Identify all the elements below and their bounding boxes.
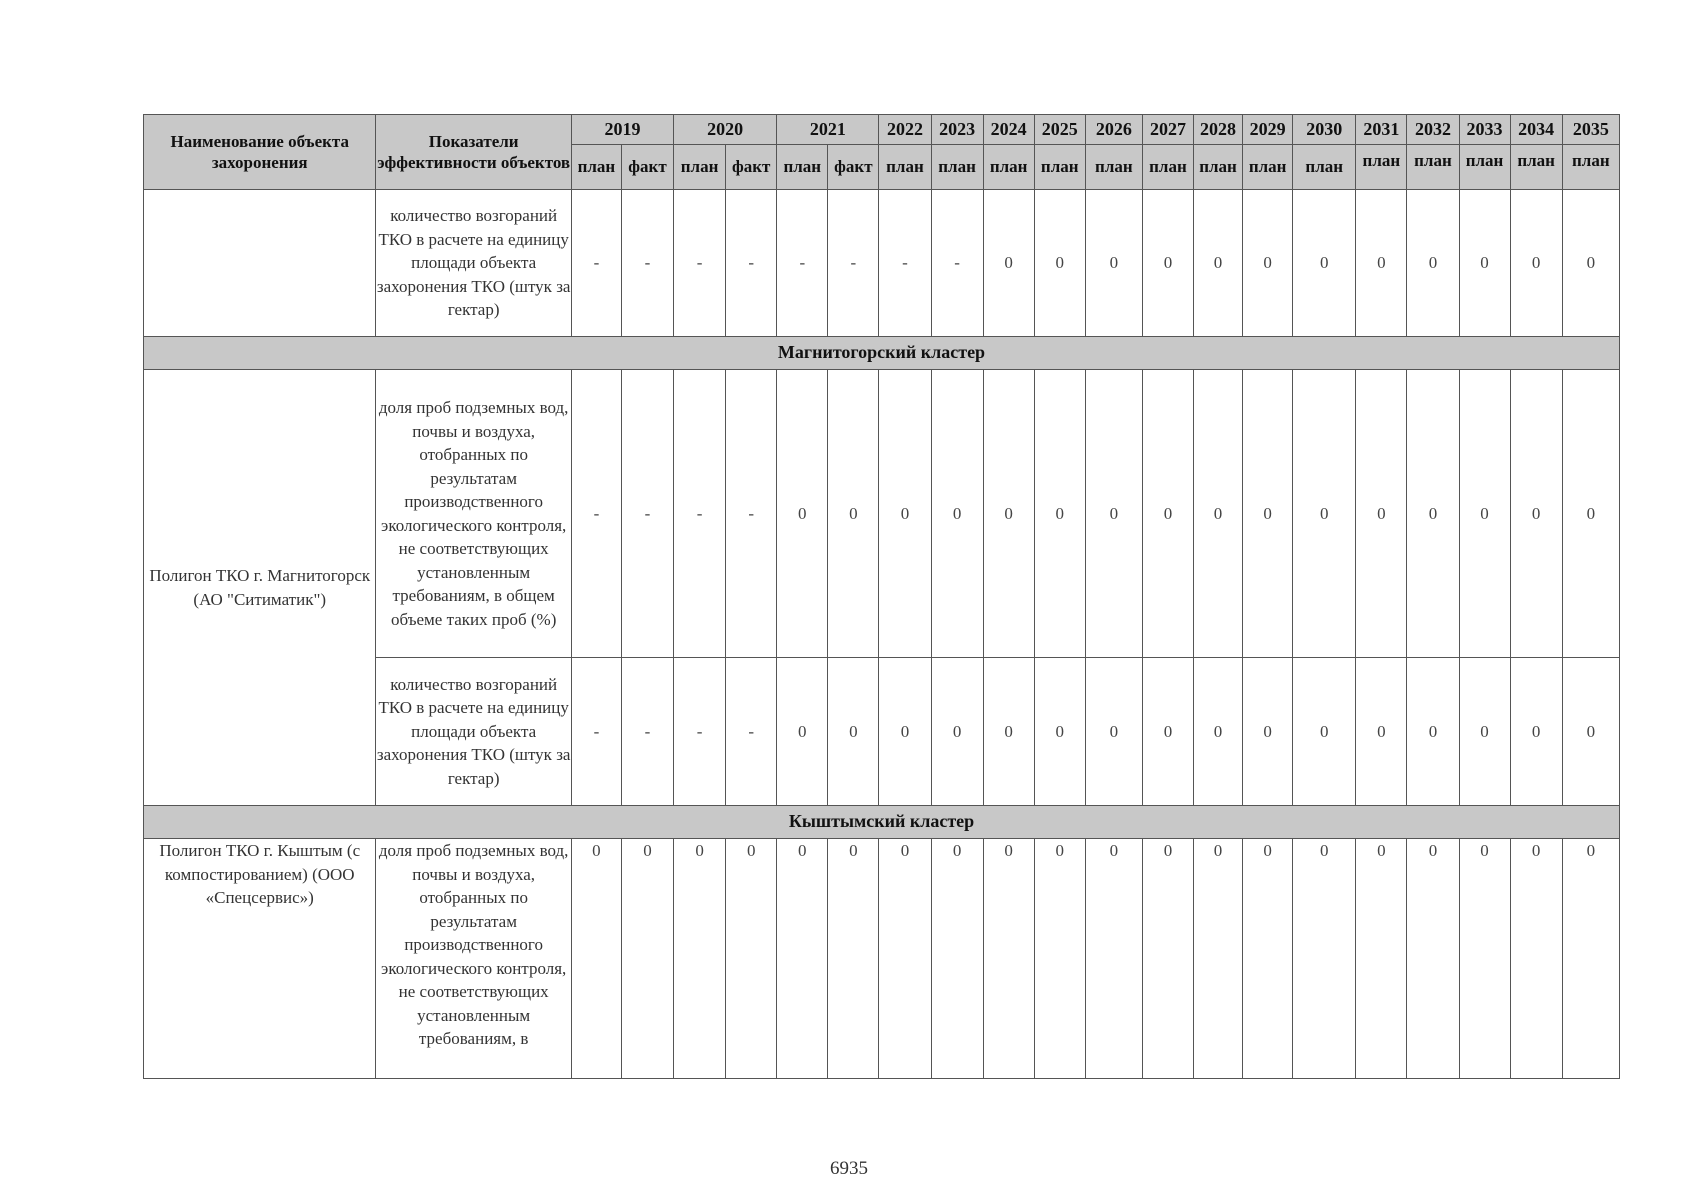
header-year: 2034 (1510, 115, 1562, 145)
value-cell: - (726, 190, 777, 337)
header-plan: план (931, 145, 983, 190)
value-cell: 0 (1407, 839, 1459, 1079)
indicators-table (143, 114, 1620, 1079)
value-cell: - (674, 658, 726, 806)
section-row (144, 806, 1620, 839)
header-plan: план (1243, 145, 1293, 190)
value-cell: 0 (1142, 370, 1193, 658)
header-fact: факт (828, 145, 879, 190)
value-cell: 0 (674, 839, 726, 1079)
value-cell: 0 (1356, 839, 1407, 1079)
value-cell: 0 (1407, 658, 1459, 806)
value-cell: - (621, 658, 673, 806)
header-plan: план (1510, 145, 1562, 190)
value-cell: 0 (1142, 839, 1193, 1079)
value-cell: - (726, 370, 777, 658)
header-indicators: Показатели эффективности объектов (376, 115, 571, 190)
header-year: 2019 (571, 115, 673, 145)
value-cell: 0 (1562, 658, 1619, 806)
header-plan: план (777, 145, 828, 190)
value-cell: 0 (1243, 658, 1293, 806)
header-year: 2026 (1085, 115, 1142, 145)
table-row (144, 839, 1620, 1079)
value-cell: 0 (1356, 658, 1407, 806)
header-year: 2024 (983, 115, 1034, 145)
header-plan: план (1142, 145, 1193, 190)
value-cell: - (621, 370, 673, 658)
value-cell: 0 (1243, 839, 1293, 1079)
header-year: 2028 (1194, 115, 1243, 145)
value-cell: 0 (777, 658, 828, 806)
value-cell: 0 (1034, 658, 1085, 806)
section-title-magnitogorsk: Магнитогорский кластер (144, 337, 1620, 370)
value-cell: 0 (1243, 370, 1293, 658)
header-plan: план (1034, 145, 1085, 190)
value-cell: 0 (1142, 658, 1193, 806)
value-cell: 0 (1293, 658, 1356, 806)
value-cell: 0 (879, 370, 931, 658)
value-cell: 0 (1562, 839, 1619, 1079)
value-cell: 0 (621, 839, 673, 1079)
header-year: 2030 (1293, 115, 1356, 145)
indicator-cell: доля проб подземных вод, почвы и воздуха, отобранных по результатам производственного экологического контроля, не соответствующих установленным требованиям, в (376, 839, 571, 1079)
value-cell: 0 (983, 370, 1034, 658)
value-cell: 0 (726, 839, 777, 1079)
value-cell: - (571, 658, 621, 806)
header-plan: план (1459, 145, 1510, 190)
value-cell: 0 (1459, 658, 1510, 806)
value-cell: 0 (1407, 190, 1459, 337)
table-row (144, 370, 1620, 658)
header-year: 2022 (879, 115, 931, 145)
value-cell: 0 (1034, 190, 1085, 337)
header-year: 2033 (1459, 115, 1510, 145)
indicator-cell: доля проб подземных вод, почвы и воздуха, отобранных по результатам производственного экологического контроля, не соответствующих установленным требованиям, в общем объеме таких проб (%) (376, 370, 571, 658)
value-cell: - (674, 370, 726, 658)
header-year: 2025 (1034, 115, 1085, 145)
value-cell: 0 (1142, 190, 1193, 337)
value-cell: 0 (931, 839, 983, 1079)
value-cell: 0 (1293, 839, 1356, 1079)
header-plan: план (1194, 145, 1243, 190)
object-name-cell: Полигон ТКО г. Кыштым (с компостированием) (ООО «Спецсервис») (144, 839, 376, 1079)
header-year: 2031 (1356, 115, 1407, 145)
value-cell: 0 (1459, 839, 1510, 1079)
header-fact: факт (726, 145, 777, 190)
value-cell: 0 (1034, 370, 1085, 658)
value-cell: 0 (571, 839, 621, 1079)
value-cell: 0 (983, 190, 1034, 337)
indicator-cell: количество возгораний ТКО в расчете на единицу площади объекта захоронения ТКО (штук за гектар) (376, 658, 571, 806)
page-number: 6935 (830, 1158, 868, 1179)
value-cell: 0 (828, 370, 879, 658)
value-cell: 0 (1034, 839, 1085, 1079)
value-cell: 0 (777, 370, 828, 658)
value-cell: 0 (1085, 190, 1142, 337)
value-cell: - (571, 190, 621, 337)
indicator-cell: количество возгораний ТКО в расчете на единицу площади объекта захоронения ТКО (штук за гектар) (376, 190, 571, 337)
value-cell: 0 (777, 839, 828, 1079)
value-cell: 0 (1194, 370, 1243, 658)
value-cell: 0 (1085, 658, 1142, 806)
value-cell: - (571, 370, 621, 658)
value-cell: 0 (1085, 370, 1142, 658)
value-cell: 0 (1194, 839, 1243, 1079)
value-cell: - (828, 190, 879, 337)
header-object-name: Наименование объекта захоронения (144, 115, 376, 190)
value-cell: 0 (1356, 370, 1407, 658)
header-plan: план (571, 145, 621, 190)
header-years-row (144, 115, 1620, 145)
header-plan: план (983, 145, 1034, 190)
value-cell: - (777, 190, 828, 337)
value-cell: 0 (931, 658, 983, 806)
table-row (144, 190, 1620, 337)
value-cell: 0 (1459, 190, 1510, 337)
value-cell: 0 (1293, 370, 1356, 658)
value-cell: - (931, 190, 983, 337)
value-cell: 0 (879, 658, 931, 806)
header-plan: план (1562, 145, 1619, 190)
value-cell: 0 (1510, 839, 1562, 1079)
value-cell: - (674, 190, 726, 337)
value-cell: 0 (1407, 370, 1459, 658)
value-cell: 0 (1356, 190, 1407, 337)
header-year: 2021 (777, 115, 879, 145)
header-plan: план (879, 145, 931, 190)
header-fact: факт (621, 145, 673, 190)
value-cell: 0 (1293, 190, 1356, 337)
value-cell: - (621, 190, 673, 337)
value-cell: 0 (983, 658, 1034, 806)
header-plan: план (1407, 145, 1459, 190)
object-name-cell: Полигон ТКО г. Магнитогорск (АО "Ситиматик") (144, 370, 376, 806)
section-title-kyshtym: Кыштымский кластер (144, 806, 1620, 839)
value-cell: 0 (879, 839, 931, 1079)
value-cell: 0 (1562, 370, 1619, 658)
header-plan: план (1293, 145, 1356, 190)
header-year: 2027 (1142, 115, 1193, 145)
value-cell: 0 (1085, 839, 1142, 1079)
header-year: 2023 (931, 115, 983, 145)
header-year: 2020 (674, 115, 777, 145)
value-cell: 0 (1510, 658, 1562, 806)
value-cell: - (879, 190, 931, 337)
header-plan: план (1356, 145, 1407, 190)
object-name-cell (144, 190, 376, 337)
value-cell: 0 (1194, 190, 1243, 337)
value-cell: 0 (983, 839, 1034, 1079)
value-cell: 0 (1562, 190, 1619, 337)
header-year: 2032 (1407, 115, 1459, 145)
header-plan: план (1085, 145, 1142, 190)
value-cell: 0 (1243, 190, 1293, 337)
value-cell: 0 (1510, 370, 1562, 658)
value-cell: - (726, 658, 777, 806)
value-cell: 0 (1510, 190, 1562, 337)
header-year: 2029 (1243, 115, 1293, 145)
value-cell: 0 (1459, 370, 1510, 658)
value-cell: 0 (828, 658, 879, 806)
header-year: 2035 (1562, 115, 1619, 145)
value-cell: 0 (931, 370, 983, 658)
value-cell: 0 (1194, 658, 1243, 806)
value-cell: 0 (828, 839, 879, 1079)
header-plan: план (674, 145, 726, 190)
section-row (144, 337, 1620, 370)
